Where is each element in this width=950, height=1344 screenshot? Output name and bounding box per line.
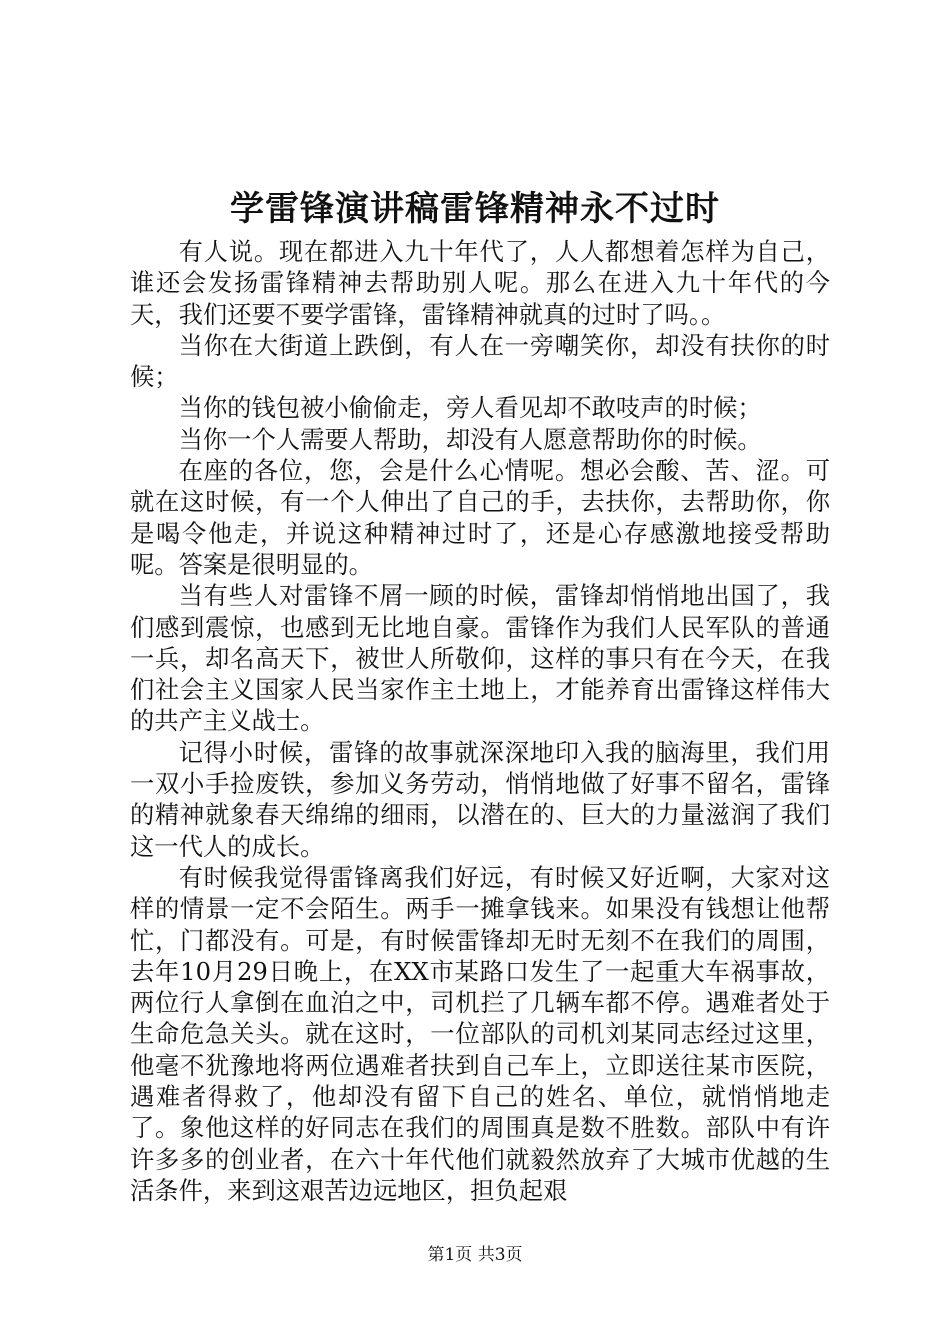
- paragraph-5: 在座的各位，您，会是什么心情呢。想必会酸、苦、涩。可就在这时候，有一个人伸出了自己的手，去扶你，去帮助你，你是喝令他走，并说这种精神过时了，还是心存感激地接受帮助呢。答案是很明显的。: [130, 456, 830, 579]
- document-body: [130, 236, 830, 1206]
- paragraph-3: 当你的钱包被小偷偷走，旁人看见却不敢吱声的时候；: [178, 393, 762, 423]
- document-title: 学雷锋演讲稿雷锋精神永不过时: [230, 189, 720, 229]
- paragraph-1: 有人说。现在都进入九十年代了，人人都想着怎样为自己，谁还会发扬雷锋精神去帮助别人呢。那么在进入九十年代的今天，我们还要不要学雷锋，雷锋精神就真的过时了吗。。: [130, 237, 830, 329]
- paragraph-2: 当你在大街道上跌倒，有人在一旁嘲笑你，却没有扶你的时候；: [130, 330, 830, 392]
- paragraph-8: 有时候我觉得雷锋离我们好远，有时候又好近啊，大家对这样的情景一定不会陌生。两手一摊拿钱来。如果没有钱想让他帮忙，门都没有。可是，有时候雷锋却无时无刻不在我们的周围，去年10月29日晚上，在XX市某路口发生了一起重大车祸事故，两位行人拿倒在血泊之中，司机拦了几辆车都不停。遇难者处于生命危急关头。就在这时，一位部队的司机刘某同志经过这里，他毫不犹豫地将两位遇难者扶到自己车上，立即送往某市医院，遇难者得救了，他却没有留下自己的姓名、单位，就悄悄地走了。象他这样的好同志在我们的周围真是数不胜数。部队中有许许多多的创业者，在六十年代他们就毅然放弃了大城市优越的生活条件，来到这艰苦边远地区，担负起艰: [130, 862, 830, 1205]
- paragraph-4: 当你一个人需要人帮助，却没有人愿意帮助你的时候。: [178, 424, 762, 454]
- paragraph-7: 记得小时候，雷锋的故事就深深地印入我的脑海里，我们用一双小手捡废铁，参加义务劳动，悄悄地做了好事不留名，雷锋的精神就象春天绵绵的细雨，以潜在的、巨大的力量滋润了我们这一代人的成长。: [130, 737, 830, 861]
- page-footer: 第1页 共3页: [427, 1245, 523, 1265]
- paragraph-6: 当有些人对雷锋不屑一顾的时候，雷锋却悄悄地出国了，我们感到震惊，也感到无比地自豪。雷锋作为我们人民军队的普通一兵，却名高天下，被世人所敬仰，这样的事只有在今天，在我们社会主义国家人民当家作主土地上，才能养育出雷锋这样伟大的共产主义战士。: [130, 581, 830, 736]
